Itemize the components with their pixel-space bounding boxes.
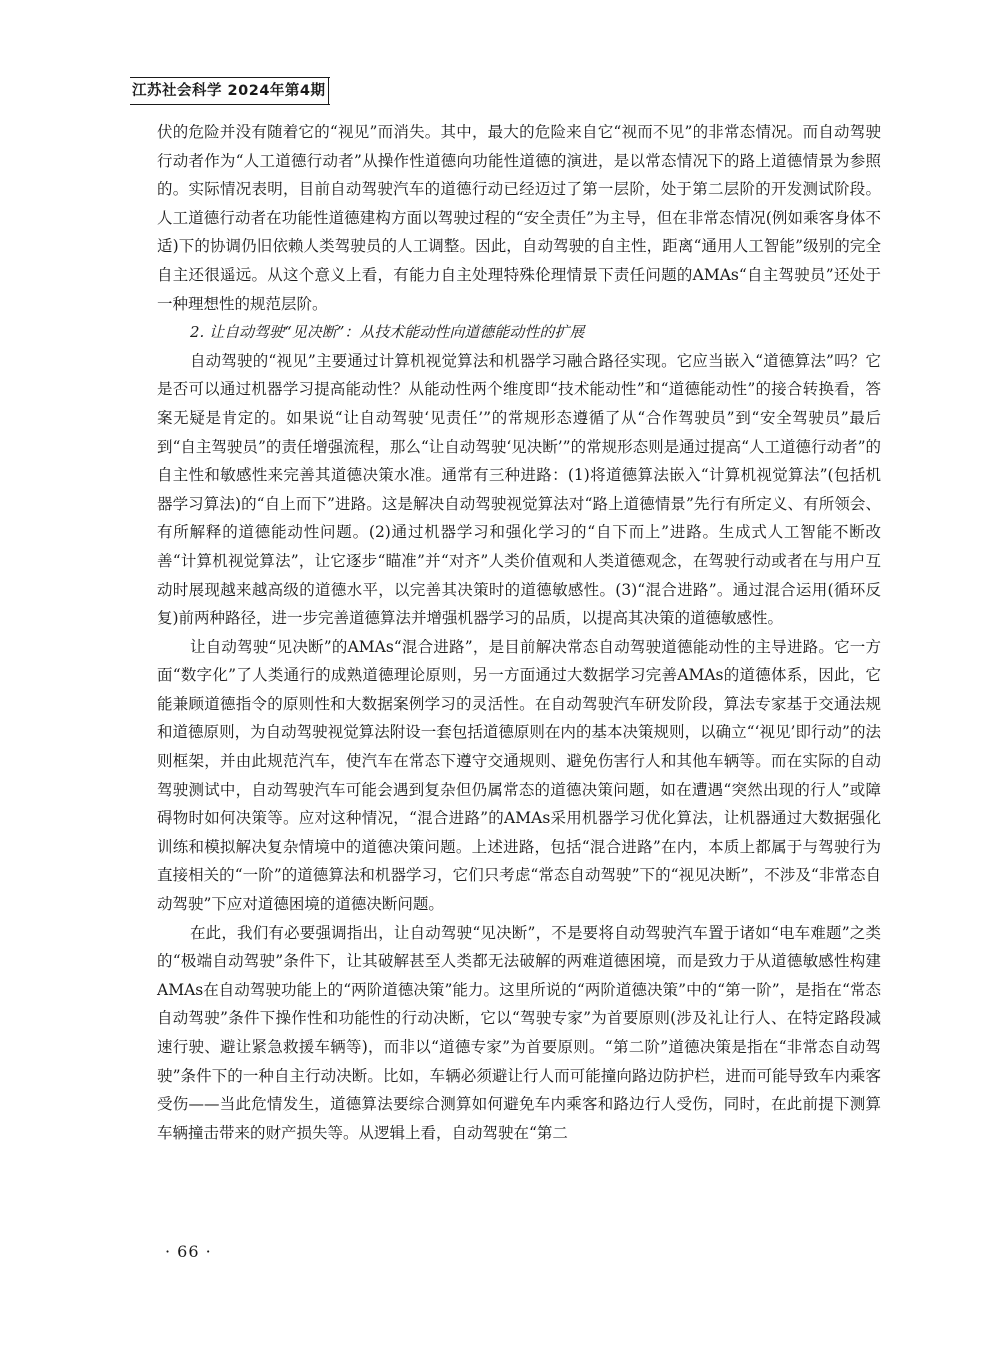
paragraph-2: 自动驾驶的“视见”主要通过计算机视觉算法和机器学习融合路径实现。它应当嵌入“道德算法”吗？它是否可以通过机器学习提高能动性？从能动性两个维度即“技术能动性”和“道德能动性”的接合转换看，答案无疑是肯定的。如果说“让自动驾驶‘见责任’”的常规形态遵循了从“合作驾驶员”到“安全驾驶员”最后到“自主驾驶员”的责任增强流程，那么“让自动驾驶‘见决断’”的常规形态则是通过提高“人工道德行动者”的自主性和敏感性来完善其道德决策水准。通常有三种进路：(1)将道德算法嵌入“计算机视觉算法”(包括机器学习算法)的“自上而下”进路。这是解决自动驾驶视觉算法对“路上道德情景”先行有所定义、有所领会、有所解释的道德能动性问题。(2)通过机器学习和强化学习的“自下而上”进路。生成式人工智能不断改善“计算机视觉算法”，让它逐步“瞄准”并“对齐”人类价值观和人类道德观念，在驾驶行动或者在与用户互动时展现越来越高级的道德水平，以完善其决策时的道德敏感性。(3)“混合进路”。通过混合运用(循环反复)前两种路径，进一步完善道德算法并增强机器学习的品质，以提高其决策的道德敏感性。 [157,351,881,628]
paragraph-4: 在此，我们有必要强调指出，让自动驾驶“见决断”，不是要将自动驾驶汽车置于诸如“电车难题”之类的“极端自动驾驶”条件下，让其破解甚至人类都无法破解的两难道德困境，而是致力于从道德敏感性构建AMAs在自动驾驶功能上的“两阶道德决策”能力。这里所说的“两阶道德决策”中的“第一阶”，是指在“常态自动驾驶”条件下操作性和功能性的行动决断，它以“驾驶专家”为首要原则(涉及礼让行人、在特定路段减速行驶、避让紧急救援车辆等)，而非以“道德专家”为首要原则。“第二阶”道德决策是指在“非常态自动驾驶”条件下的一种自主行动决断。比如，车辆必须避让行人而可能撞向路边防护栏，进而可能导致车内乘客受伤——当此危情发生，道德算法要综合测算如何避免车内乘客和路边行人受伤，同时，在此前提下测算车辆撞击带来的财产损失等。从逻辑上看，自动驾驶在“第二 [157,923,881,1142]
header-separator [328,77,329,105]
paragraph-3: 让自动驾驶“见决断”的AMAs“混合进路”，是目前解决常态自动驾驶道德能动性的主导进路。它一方面“数字化”了人类通行的成熟道德理论原则，另一方面通过大数据学习完善AMAs的道德体系，因此，它能兼顾道德指令的原则性和大数据案例学习的灵活性。在自动驾驶汽车研发阶段，算法专家基于交通法规和道德原则，为自动驾驶视觉算法附设一套包括道德原则在内的基本决策规则，以确立“‘视见’即行动”的法则框架，并由此规范汽车，使汽车在常态下遵守交通规则、避免伤害行人和其他车辆等。而在实际的自动驾驶测试中，自动驾驶汽车可能会遇到复杂但仍属常态的道德决策问题，如在遭遇“突然出现的行人”或障碍物时如何决策等。应对这种情况，“混合进路”的AMAs采用机器学习优化算法，让机器通过大数据强化训练和模拟解决复杂情境中的道德决策问题。上述进路，包括“混合进路”在内，本质上都属于与驾驶行为直接相关的“一阶”的道德算法和机器学习，它们只考虑“常态自动驾驶”下的“视见决断”，不涉及“非常态自动驾驶”下应对道德困境的道德决断问题。 [157,637,881,914]
section-heading: 2. 让自动驾驶“见决断”：从技术能动性向道德能动性的扩展 [190,323,585,342]
paragraph-1: 伏的危险并没有随着它的“视见”而消失。其中，最大的危险来自它“视而不见”的非常态情况。而自动驾驶行动者作为“人工道德行动者”从操作性道德向功能性道德的演进，是以常态情况下的路上道德情景为参照的。实际情况表明，目前自动驾驶汽车的道德行动已经迈过了第一层阶，处于第二层阶的开发测试阶段。人工道德行动者在功能性道德建构方面以驾驶过程的“安全责任”为主导，但在非常态情况(例如乘客身体不适)下的协调仍旧依赖人类驾驶员的人工调整。因此，自动驾驶的自主性，距离“通用人工智能”级别的完全自主还很遥远。从这个意义上看，有能力自主处理特殊伦理情景下责任问题的AMAs“自主驾驶员”还处于一种理想性的规范层阶。 [157,123,881,313]
page-number: · 66 · [165,1242,212,1261]
article-body [157,118,881,1147]
header-top-rule [130,77,330,78]
running-header: 江苏社会科学 2024年第4期 [132,83,326,99]
header-bottom-rule [130,104,330,105]
